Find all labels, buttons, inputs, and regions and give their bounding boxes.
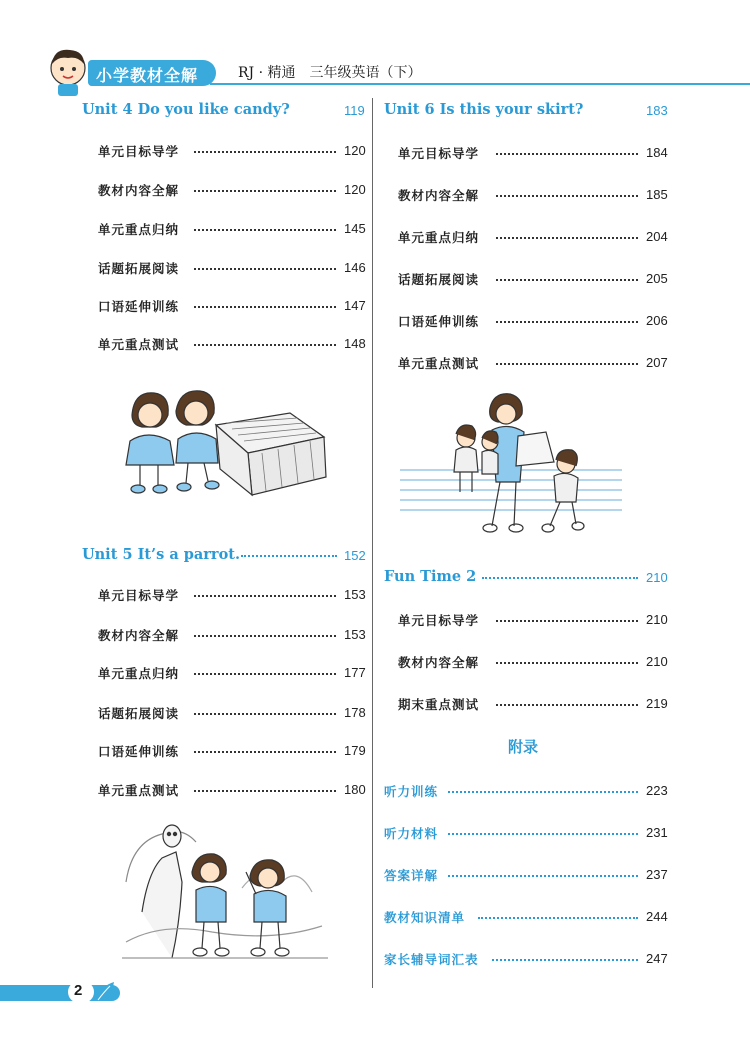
toc-entry-label[interactable]: 单元重点归纳 [98, 666, 180, 681]
mother-skirt-illustration [400, 392, 622, 538]
unit4-page: 119 [344, 103, 365, 118]
appendix-entry-label[interactable]: 答案详解 [384, 868, 439, 883]
leader-dots [496, 620, 638, 622]
toc-entry-label[interactable]: 口语延伸训练 [98, 299, 180, 314]
funtime-title[interactable]: Fun Time 2 [384, 568, 477, 585]
toc-entry-page: 177 [344, 665, 366, 680]
toc-entry-label[interactable]: 教材内容全解 [98, 183, 180, 198]
leader-dots [478, 917, 638, 919]
toc-entry-page: 145 [344, 221, 366, 236]
leader-dots [496, 195, 638, 197]
toc-entry-page: 206 [646, 313, 668, 328]
toc-entry-label[interactable]: 教材内容全解 [398, 188, 480, 203]
appendix-entry-page: 223 [646, 783, 668, 798]
toc-entry-page: 178 [344, 705, 366, 720]
toc-entry-page: 205 [646, 271, 668, 286]
leader-dots [496, 153, 638, 155]
toc-entry-label[interactable]: 单元重点测试 [398, 356, 480, 371]
toc-entry-label[interactable]: 期末重点测试 [398, 697, 480, 712]
appendix-entry-page: 231 [646, 825, 668, 840]
leader-dots [194, 595, 336, 597]
toc-entry-page: 153 [344, 587, 366, 602]
leader-dots [194, 713, 336, 715]
toc-entry-page: 120 [344, 143, 366, 158]
toc-entry-page: 153 [344, 627, 366, 642]
kids-parrot-illustration [122, 822, 328, 962]
girls-candy-illustration [118, 385, 330, 500]
toc-entry-label[interactable]: 教材内容全解 [398, 655, 480, 670]
toc-entry-page: 180 [344, 782, 366, 797]
funtime-page: 210 [646, 570, 668, 585]
toc-entry-page: 210 [646, 654, 668, 669]
leader-dots [194, 635, 336, 637]
header-banner-text: 小学教材全解 [96, 66, 199, 85]
leader-dots [448, 833, 638, 835]
toc-entry-label[interactable]: 单元目标导学 [398, 146, 480, 161]
leader-dots [194, 751, 336, 753]
funtime-leader-dots [482, 577, 638, 579]
toc-entry-page: 185 [646, 187, 668, 202]
column-divider [372, 98, 373, 988]
leader-dots [492, 959, 638, 961]
leader-dots [194, 229, 336, 231]
toc-entry-page: 120 [344, 182, 366, 197]
unit6-page: 183 [646, 103, 668, 118]
toc-entry-label[interactable]: 话题拓展阅读 [98, 261, 180, 276]
leader-dots [194, 790, 336, 792]
toc-entry-label[interactable]: 单元目标导学 [98, 144, 180, 159]
leader-dots [448, 791, 638, 793]
unit6-title[interactable]: Unit 6 Is this your skirt? [384, 101, 584, 118]
leader-dots [448, 875, 638, 877]
toc-entry-page: 207 [646, 355, 668, 370]
leader-dots [194, 190, 336, 192]
toc-entry-label[interactable]: 单元目标导学 [98, 588, 180, 603]
leader-dots [496, 662, 638, 664]
toc-entry-page: 147 [344, 298, 366, 313]
leader-dots [496, 704, 638, 706]
toc-entry-label[interactable]: 单元目标导学 [398, 613, 480, 628]
leader-dots [496, 321, 638, 323]
toc-entry-page: 146 [344, 260, 366, 275]
toc-entry-label[interactable]: 单元重点测试 [98, 783, 180, 798]
toc-entry-page: 184 [646, 145, 668, 160]
toc-entry-label[interactable]: 话题拓展阅读 [398, 272, 480, 287]
toc-entry-label[interactable]: 口语延伸训练 [98, 744, 180, 759]
unit5-leader-dots [241, 555, 337, 557]
leader-dots [194, 268, 336, 270]
leader-dots [496, 279, 638, 281]
appendix-entry-page: 244 [646, 909, 668, 924]
page-number: 2 [74, 982, 83, 999]
toc-entry-label[interactable]: 单元重点测试 [98, 337, 180, 352]
leaf-icon [96, 980, 116, 1002]
appendix-entry-label[interactable]: 听力训练 [384, 784, 439, 799]
leader-dots [496, 363, 638, 365]
toc-entry-page: 179 [344, 743, 366, 758]
appendix-entry-page: 237 [646, 867, 668, 882]
leader-dots [496, 237, 638, 239]
appendix-entry-label[interactable]: 教材知识清单 [384, 910, 466, 925]
toc-entry-label[interactable]: 口语延伸训练 [398, 314, 480, 329]
leader-dots [194, 344, 336, 346]
toc-entry-label[interactable]: 单元重点归纳 [398, 230, 480, 245]
toc-entry-page: 148 [344, 336, 366, 351]
unit5-title[interactable]: Unit 5 It’s a parrot. [82, 546, 240, 563]
appendix-entry-page: 247 [646, 951, 668, 966]
header-rule [210, 83, 750, 85]
appendix-entry-label[interactable]: 家长辅导词汇表 [384, 952, 479, 967]
unit5-page: 152 [344, 548, 366, 563]
toc-entry-page: 210 [646, 612, 668, 627]
appendix-heading: 附录 [508, 738, 539, 756]
leader-dots [194, 151, 336, 153]
header-subtitle: RJ · 精通 三年级英语（下） [238, 65, 422, 81]
unit4-title[interactable]: Unit 4 Do you like candy? [82, 101, 290, 118]
leader-dots [194, 673, 336, 675]
toc-entry-page: 204 [646, 229, 668, 244]
toc-entry-label[interactable]: 单元重点归纳 [98, 222, 180, 237]
toc-entry-label[interactable]: 话题拓展阅读 [98, 706, 180, 721]
leader-dots [194, 306, 336, 308]
toc-entry-page: 219 [646, 696, 668, 711]
toc-entry-label[interactable]: 教材内容全解 [98, 628, 180, 643]
appendix-entry-label[interactable]: 听力材料 [384, 826, 439, 841]
